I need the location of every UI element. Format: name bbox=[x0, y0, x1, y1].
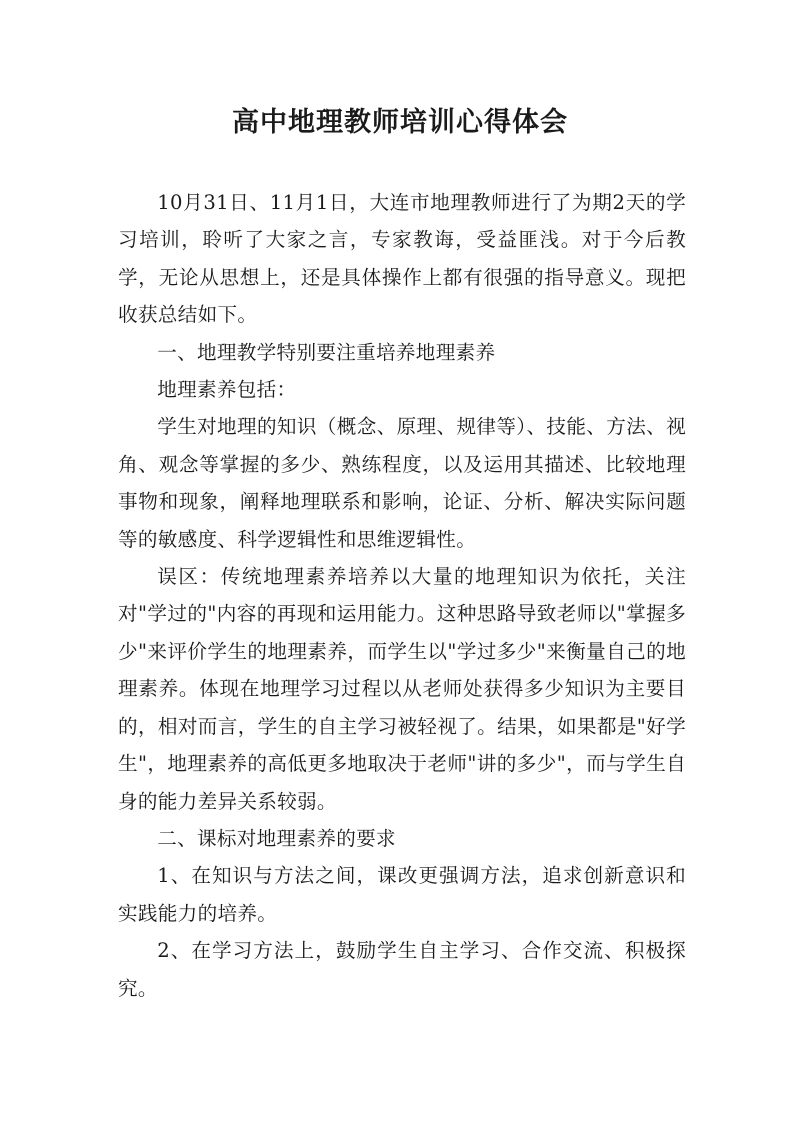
document-body bbox=[118, 184, 686, 1007]
section-heading-2: 二、课标对地理素养的要求 bbox=[157, 826, 396, 850]
paragraph-point-2: 2、在学习方法上，鼓励学生自主学习、合作交流、积极探究。 bbox=[118, 939, 686, 1000]
paragraph-literacy-label: 地理素养包括： bbox=[157, 378, 297, 402]
document-title: 高中地理教师培训心得体会 bbox=[232, 107, 568, 138]
paragraph-literacy-definition: 学生对地理的知识（概念、原理、规律等）、技能、方法、视角、观念等掌握的多少、熟练程度，以及运用其描述、比较地理事物和现象，阐释地理联系和影响，论证、分析、解决实际问题等的敏感度、科学逻辑性和思维逻辑性。 bbox=[118, 415, 686, 551]
paragraph-point-1: 1、在知识与方法之间，课改更强调方法，追求创新意识和实践能力的培养。 bbox=[118, 864, 686, 925]
paragraph-misconception: 误区：传统地理素养培养以大量的地理知识为依托，关注对"学过的"内容的再现和运用能力。这种思路导致老师以"掌握多少"来评价学生的地理素养，而学生以"学过多少"来衡量自己的地理素养。体现在地理学习过程以从老师处获得多少知识为主要目的，相对而言，学生的自主学习被轻视了。结果，如果都是"好学生"，地理素养的高低更多地取决于老师"讲的多少"，而与学生自身的能力差异关系较弱。 bbox=[118, 565, 686, 813]
section-heading-1: 一、地理教学特别要注重培养地理素养 bbox=[157, 340, 496, 364]
paragraph-intro: 10月31日、11月1日，大连市地理教师进行了为期2天的学习培训，聆听了大家之言，专家教诲，受益匪浅。对于今后教学，无论从思想上，还是具体操作上都有很强的指导意义。现把收获总结如下。 bbox=[118, 191, 686, 327]
